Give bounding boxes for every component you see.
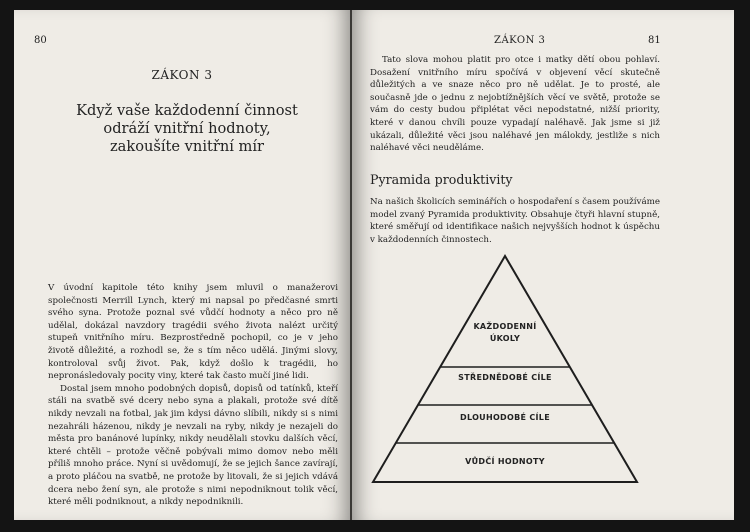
chapter-title <box>54 102 320 156</box>
chapter-title-line: odráží vnitřní hodnoty, <box>103 120 271 137</box>
page-number-left: 80 <box>34 35 47 46</box>
page-number-right: 81 <box>648 35 661 46</box>
paragraph: V úvodní kapitole této knihy jsem mluvil o manažerovi společnosti Merrill Lynch, který mi napsal po předčasné smrti svého syna. Protože poznal své vůdčí hodnoty a něco pro ně udělal, dokázal navzdory tragédii svého života nalézt určitý stupeň vnitřního míru. Bezprostředně pochopil, co je v jeho životě důležité, a rozhodl se, že s tím něco udělá. Jinými slovy, kontroloval svůj život. Pak, když došlo k tragédii, ho nepronásledovaly pocity viny, které tak často mučí jiné lidi. <box>48 283 338 382</box>
pyramid-outline <box>373 256 637 482</box>
right-page <box>352 10 734 520</box>
chapter-title-line: zakoušíte vnitřní mír <box>109 138 265 155</box>
pyramid-level-core-values: VŮDČÍ HODNOTY <box>465 457 545 466</box>
pyramid-level-daily-tasks: KAŽDODENNÍ <box>473 322 537 331</box>
right-intro-text <box>370 54 660 155</box>
chapter-title-line: Když vaše každodenní činnost <box>76 102 298 119</box>
paragraph: Na našich školicích seminářích o hospodaření s časem používáme model zvaný Pyramida produktivity. Obsahuje čtyři hlavní stupně, které směřují od identifikace našich nejvyšších hodnot k úspěchu v každodenních činnostech. <box>370 197 661 245</box>
section-text <box>370 196 660 246</box>
left-page <box>14 10 350 520</box>
pyramid-level-daily-tasks: ÚKOLY <box>489 334 521 343</box>
productivity-pyramid-diagram <box>370 254 640 486</box>
section-heading: Pyramida produktivity <box>370 172 513 187</box>
paragraph: Tato slova mohou platit pro otce i matky dětí obou pohlaví. Dosažení vnitřního míru spočívá v objevení věcí skutečně důležitých a ve snaze něco pro ně udělat. Je to prosté, ale současně jde o jednu z nejobtížnějších věcí ve světě, protože se vám do cesty budou připlétat věci nepodstatné, nižší priority, které v danou chvíli pouze vypadají naléhavě. Jak jsme si již ukázali, důležité věci jsou naléhavé jen málokdy, jestliže s nich naléhavé věci neuděláme. <box>370 55 660 154</box>
chapter-law-label: ZÁKON 3 <box>151 68 213 82</box>
left-body-text <box>48 282 338 509</box>
running-head: ZÁKON 3 <box>494 35 546 46</box>
pyramid-level-long-term-goals: DLOUHODOBÉ CÍLE <box>460 413 550 422</box>
pyramid-level-mid-term-goals: STŘEDNĚDOBÉ CÍLE <box>458 373 552 382</box>
paragraph: Dostal jsem mnoho podobných dopisů, dopisů od tatínků, kteří stáli na svatbě své dcery nebo syna a plakali, protože své dítě nikdy nevzali na fotbal, jak jim kdysi dávno slíbili, nikdy si s nimi nezahráli házenou, nikdy je nevzali na ryby, nikdy je nezajeli do města pro banánové lupínky, nikdy neudělali stovku dalších věcí, které chtěli – protože věčně pobývali mimo domov nebo měli příliš mnoho práce. Nyní si uvědomují, že se jejich šance zavírají, a proto pláčou na svatbě, ne protože by litovali, že si jejich vdává dcera nebo žení syn, ale protože s nimi nepodniknout tolik věcí, které měli podniknout, a nikdy nepodniknili. <box>48 383 338 508</box>
